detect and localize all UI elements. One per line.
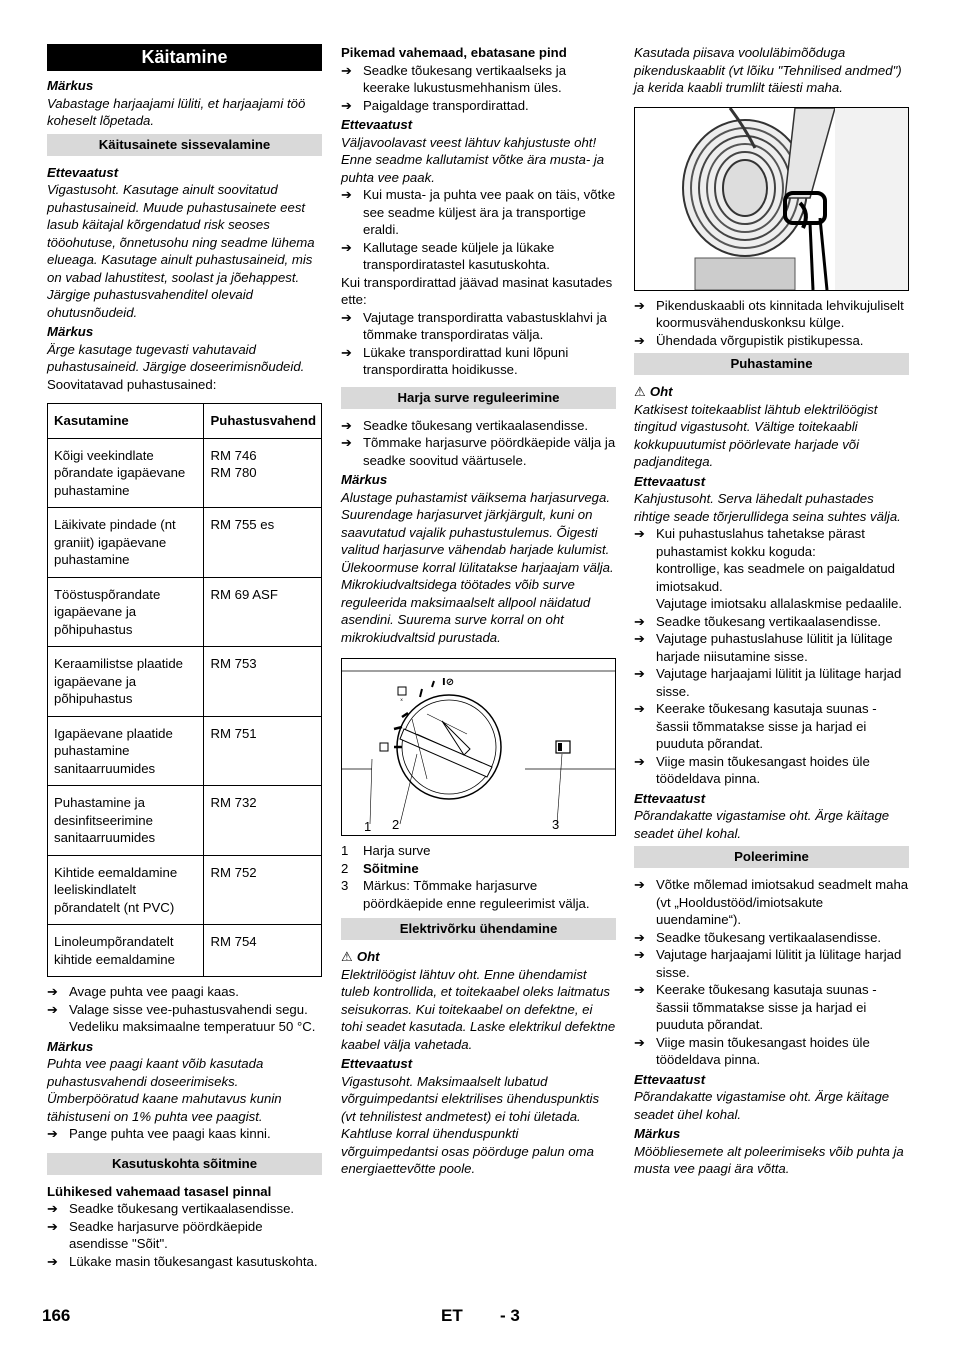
subpage-number: - 3 xyxy=(500,1306,520,1325)
caution-text: Vigastusoht. Maksimaalselt lubatud võrguimpedantsi elektrilises ühenduspunktis (vt tehnilistest andmetest) ei tohi ületada. Kahtluse korral ühenduspunkti võrguimpedantsi osas pöörduge palun oma energiaettevõtte poole. xyxy=(341,1073,600,1176)
page-number: 166 xyxy=(42,1306,71,1325)
caution-text: Väljavoolavast veest lähtuv kahjustuste oht! Enne seadme kallutamist võtke ära musta- ja puhta vee paak. xyxy=(341,134,605,185)
step-list xyxy=(634,876,909,1069)
note-label: Märkus xyxy=(47,78,94,93)
caution-text: Põrandakatte vigastamise oht. Ärge käitage seadet ühel kohal. xyxy=(634,1089,890,1122)
section-heading: Harja surve reguleerimine xyxy=(341,387,616,409)
svg-text:ₓ: ₓ xyxy=(400,695,404,703)
caution-label: Ettevaatust xyxy=(634,790,706,806)
table-cell: RM 732 xyxy=(204,786,322,856)
section-heading: Kasutuskohta sõitmine xyxy=(47,1153,322,1175)
arrow-icon: ➔ xyxy=(634,701,645,716)
note-text: Alustage puhastamist väiksema harjasurvega. Suurendage harjasurvet järkjärgult, kuni on saavutatud vajalik puhastustulemus. Õigesti valitud harjasurve vähendab harjade kulumist. Ülekoormuse korral lülitatakse harjaajam välja. Mikrokiudvaltsidega töötades võib surve reguleerida maksimaalselt allpool näidatud asendini. Suurema surve korral on oht mikrokiudvaltsid purustada. xyxy=(341,489,614,645)
table-header: Kasutamine xyxy=(48,404,204,439)
list-item: ➔ Lükake masin tõukesangast kasutuskohta. xyxy=(47,1253,318,1269)
figure-callout: 1 xyxy=(364,819,372,834)
arrow-icon: ➔ xyxy=(634,297,645,313)
table-cell: RM 746 RM 780 xyxy=(204,438,322,508)
table-cell: RM 753 xyxy=(204,647,322,717)
indented-text: Vajutage imiotsaku allalaskmise pedaalile. xyxy=(656,596,903,611)
step-list xyxy=(47,1125,322,1143)
note-label: Märkus xyxy=(634,1126,681,1141)
page-title: Käitamine xyxy=(47,44,322,71)
section-heading: Poleerimine xyxy=(634,846,909,868)
arrow-icon: ➔ xyxy=(47,1201,58,1216)
list-item: ➔ Pange puhta vee paagi kaas kinni. xyxy=(47,1126,271,1141)
subheading: Pikemad vahemaad, ebatasane pind xyxy=(341,45,567,60)
arrow-icon: ➔ xyxy=(47,1218,58,1234)
arrow-icon: ➔ xyxy=(634,877,645,892)
list-item: ➔ Seadke harjasurve pöördkäepide asendisse "Sõit". xyxy=(47,1218,263,1251)
figure-callout: 2 xyxy=(392,817,400,832)
language-code: ET xyxy=(441,1306,463,1325)
table-row xyxy=(48,577,322,647)
arrow-icon: ➔ xyxy=(47,984,58,999)
arrow-icon: ➔ xyxy=(634,526,645,541)
note-text: Ärge kasutage tugevasti vahutavaid puhastusaineid. Järgige doseerimisnõudeid. xyxy=(47,341,305,374)
arrow-icon: ➔ xyxy=(634,982,645,997)
list-item: ➔ Vajutage transpordiratta vabastusklahvi ja tõmmake transpordiratas välja. xyxy=(341,309,607,342)
table-row xyxy=(48,647,322,717)
danger-label: ⚠ Oht xyxy=(634,384,673,399)
caution-label: Ettevaatust xyxy=(634,1071,706,1087)
step-list xyxy=(634,613,909,788)
step-list xyxy=(47,983,322,1036)
table-row xyxy=(48,855,322,925)
column-1 xyxy=(47,44,322,1270)
svg-text:I⊘: I⊘ xyxy=(442,677,455,688)
table-header-row xyxy=(48,404,322,439)
list-item: ➔ Lükake transpordirattad kuni lõpuni transpordiratta hoidikusse. xyxy=(341,344,569,377)
step-list xyxy=(341,417,616,470)
list-item: ➔ Kui puhastuslahus tahetakse pärast puhastamist kokku koguda: xyxy=(634,526,865,559)
caution-text: Vigastusoht. Kasutage ainult soovitatud puhastusaineid. Muude puhastusainete eest lasub käitajal kõrgendatud risk seoses tööohutuse, õnnetusohu ning seadme lühema elueaga. Kasutage ainult puhastusaineid, mis on vabad lahustitest, soolast ja jõehappest. Järgige puhastusvahenditel olevaid ohutusnõudeid. xyxy=(47,182,315,320)
table-cell: Kihtide eemaldamine leeliskindlatelt põrandatelt (nt PVC) xyxy=(48,855,204,925)
table-cell: Puhastamine ja desinfitseerimine sanitaarruumides xyxy=(48,786,204,856)
table-cell: Linoleumpõrandatelt kihtide eemaldamine xyxy=(48,925,204,977)
step-list xyxy=(341,62,616,115)
note-text: Puhta vee paagi kaant võib kasutada puhastusvahendi doseerimiseks. Ümberpööratud kaane mahutavus kunin tähistuseni on 1% puhta vee paagist. xyxy=(47,1056,282,1124)
column-2 xyxy=(341,44,616,1178)
list-item: ➔ Kui musta- ja puhta vee paak on täis, võtke see seadme küljest ära ja transportige eraldi. xyxy=(341,187,616,237)
legend-item: 1 Harja surve xyxy=(341,843,431,858)
table-cell: RM 755 es xyxy=(204,508,322,578)
table-cell: RM 754 xyxy=(204,925,322,977)
dial-illustration xyxy=(342,659,615,835)
list-item: ➔ Seadke tõukesang vertikaalasendisse. xyxy=(341,417,589,433)
step-list xyxy=(634,525,909,560)
note-label: Märkus xyxy=(47,1038,94,1054)
note-text: Vabastage harjaajami lüliti, et harjaajami töö koheselt lõpetada. xyxy=(47,95,306,128)
note-label: Märkus xyxy=(47,324,94,339)
list-item: ➔ Pikenduskaabli ots kinnitada lehvikujuliselt koormusvähenduskonksu külge. xyxy=(634,297,904,330)
list-item: ➔ Vajutage puhastuslahuse lülitit ja lülitage harjade niisutamine sisse. xyxy=(634,631,893,664)
step-list xyxy=(341,309,616,379)
table-cell: Keraamilistse plaatide igapäevane ja põhipuhastus xyxy=(48,647,204,717)
list-item: ➔ Kallutage seade küljele ja lükake transpordiratastel kasutuskohta. xyxy=(341,239,555,272)
danger-text: Katkisest toitekaablist lähtub elektrilöögist tingitud vigastusoht. Vältige toitekaabli kokkupuutumist pöörlevate harjade või padjanditega. xyxy=(634,401,878,469)
intro-text: Kasutada piisava vooluläbimõõduga pikenduskaablit (vt lõiku "Tehnilised andmed") ja kerida kaabli trumlilt täiesti maha. xyxy=(634,45,902,95)
arrow-icon: ➔ xyxy=(634,613,645,629)
caution-label: Ettevaatust xyxy=(634,473,706,489)
list-item: ➔ Ühendada võrgupistik pistikupessa. xyxy=(634,332,864,348)
list-item: ➔ Seadke tõukesang vertikaalasendisse. xyxy=(47,1201,295,1216)
arrow-icon: ➔ xyxy=(634,332,645,348)
detergent-table xyxy=(47,403,322,977)
list-item: ➔ Tõmmake harjasurve pöördkäepide välja ja seadke soovitud väärtusele. xyxy=(341,435,616,468)
table-row xyxy=(48,438,322,508)
list-item: ➔ Vajutage harjaajami lülitit ja lülitage harjad sisse. xyxy=(634,947,902,980)
list-item: ➔ Keerake tõukesang kasutaja suunas - šassii tõmmatakse sisse ja harjad ei puuduta põrandat. xyxy=(634,701,877,751)
transport-text: Kui transpordirattad jäävad masinat kasutades ette: xyxy=(341,274,613,307)
arrow-icon: ➔ xyxy=(47,1126,58,1141)
warning-icon: ⚠ xyxy=(634,384,646,399)
brush-pressure-figure xyxy=(341,658,616,836)
arrow-icon: ➔ xyxy=(47,1253,58,1269)
table-cell: Läikivate pindade (nt graniit) igapäevane puhastamine xyxy=(48,508,204,578)
table-row xyxy=(48,508,322,578)
table-cell: RM 751 xyxy=(204,716,322,786)
list-item: ➔ Keerake tõukesang kasutaja suunas - šassii tõmmatakse sisse ja harjad ei puuduta põrandat. xyxy=(634,982,877,1032)
figure-legend xyxy=(341,842,616,912)
table-cell: RM 752 xyxy=(204,855,322,925)
arrow-icon: ➔ xyxy=(341,417,352,433)
recommended-text: Soovitatavad puhastusained: xyxy=(47,376,217,392)
section-heading: Puhastamine xyxy=(634,353,909,375)
caution-text: Põrandakatte vigastamise oht. Ärge käitage seadet ühel kohal. xyxy=(634,808,890,841)
arrow-icon: ➔ xyxy=(341,435,352,450)
list-item: ➔ Valage sisse vee-puhastusvahendi segu. Vedeliku maksimaalne temperatuur 50 °C. xyxy=(47,1001,316,1034)
caution-label: Ettevaatust xyxy=(341,1056,413,1071)
list-item: ➔ Viige masin tõukesangast hoides üle töödeldava pinna. xyxy=(634,753,870,786)
arrow-icon: ➔ xyxy=(341,97,352,113)
arrow-icon: ➔ xyxy=(634,753,645,769)
step-list xyxy=(47,1200,322,1270)
step-list xyxy=(634,297,909,350)
table-cell: RM 69 ASF xyxy=(204,577,322,647)
table-header: Puhastusvahend xyxy=(204,404,322,439)
table-cell: Kõigi veekindlate põrandate igapäevane puhastamine xyxy=(48,438,204,508)
arrow-icon: ➔ xyxy=(47,1001,58,1017)
arrow-icon: ➔ xyxy=(634,666,645,681)
figure-callout: 3 xyxy=(552,817,560,832)
caution-label: Ettevaatust xyxy=(47,164,119,180)
list-item: ➔ Avage puhta vee paagi kaas. xyxy=(47,984,239,999)
arrow-icon: ➔ xyxy=(634,1034,645,1050)
note-label: Märkus xyxy=(341,472,388,487)
list-item: ➔ Seadke tõukesang vertikaalasendisse. xyxy=(634,613,882,629)
legend-item: 2 Sõitmine xyxy=(341,860,419,876)
table-row xyxy=(48,786,322,856)
table-cell: Igapäevane plaatide puhastamine sanitaarruumides xyxy=(48,716,204,786)
danger-label: ⚠ Oht xyxy=(341,949,380,964)
arrow-icon: ➔ xyxy=(341,62,352,78)
column-3 xyxy=(634,44,909,1178)
table-cell: Tööstuspõrandate igapäevane ja põhipuhastus xyxy=(48,577,204,647)
caution-text: Kahjustusoht. Serva lähedalt puhastades rihtige seade tõrjerullidega seina suhtes välja. xyxy=(634,491,901,524)
arrow-icon: ➔ xyxy=(341,187,352,202)
list-item: ➔ Vajutage harjaajami lülitit ja lülitage harjad sisse. xyxy=(634,666,902,699)
arrow-icon: ➔ xyxy=(634,929,645,945)
list-item: ➔ Võtke mõlemad imiotsakud seadmelt maha (vt „Hooldustööd/imiotsakute uuendamine“). xyxy=(634,877,909,927)
legend-item: 3 Märkus: Tõmmake harjasurve pöördkäepide enne reguleerimist välja. xyxy=(341,878,590,911)
arrow-icon: ➔ xyxy=(341,309,352,325)
table-row xyxy=(48,925,322,977)
section-heading: Elektrivõrku ühendamine xyxy=(341,918,616,940)
arrow-icon: ➔ xyxy=(341,239,352,255)
indented-text: kontrollige, kas seadmele on paigaldatud imiotsakud. xyxy=(656,561,895,594)
caution-label: Ettevaatust xyxy=(341,117,413,132)
danger-text: Elektrilöögist lähtuv oht. Enne ühendamist tuleb kontrollida, et toitekaabel oleks laitmatus seisukorras. Kui toitekaabel on defektne, ei tohi seadet kasutada. Laske elektrikul defektne kaabel välja vahetada. xyxy=(341,966,616,1052)
list-item: ➔ Viige masin tõukesangast hoides üle töödeldava pinna. xyxy=(634,1034,870,1067)
note-text: Mööbliesemete alt poleerimiseks võib puhta ja musta vee paagi ära võtta. xyxy=(634,1143,904,1176)
arrow-icon: ➔ xyxy=(634,947,645,962)
cable-photo xyxy=(634,107,909,291)
cable-hook-illustration xyxy=(635,108,908,290)
section-heading: Käitusainete sissevalamine xyxy=(47,134,322,156)
step-list xyxy=(341,186,616,274)
list-item: ➔ Seadke tõukesang vertikaalasendisse. xyxy=(634,929,882,945)
list-item: ➔ Paigaldage transpordirattad. xyxy=(341,97,529,113)
arrow-icon: ➔ xyxy=(634,631,645,646)
subheading: Lühikesed vahemaad tasasel pinnal xyxy=(47,1183,272,1199)
list-item: ➔ Seadke tõukesang vertikaalseks ja keerake lukustusmehhanism üles. xyxy=(341,62,567,95)
warning-icon: ⚠ xyxy=(341,949,353,964)
arrow-icon: ➔ xyxy=(341,344,352,360)
table-row xyxy=(48,716,322,786)
